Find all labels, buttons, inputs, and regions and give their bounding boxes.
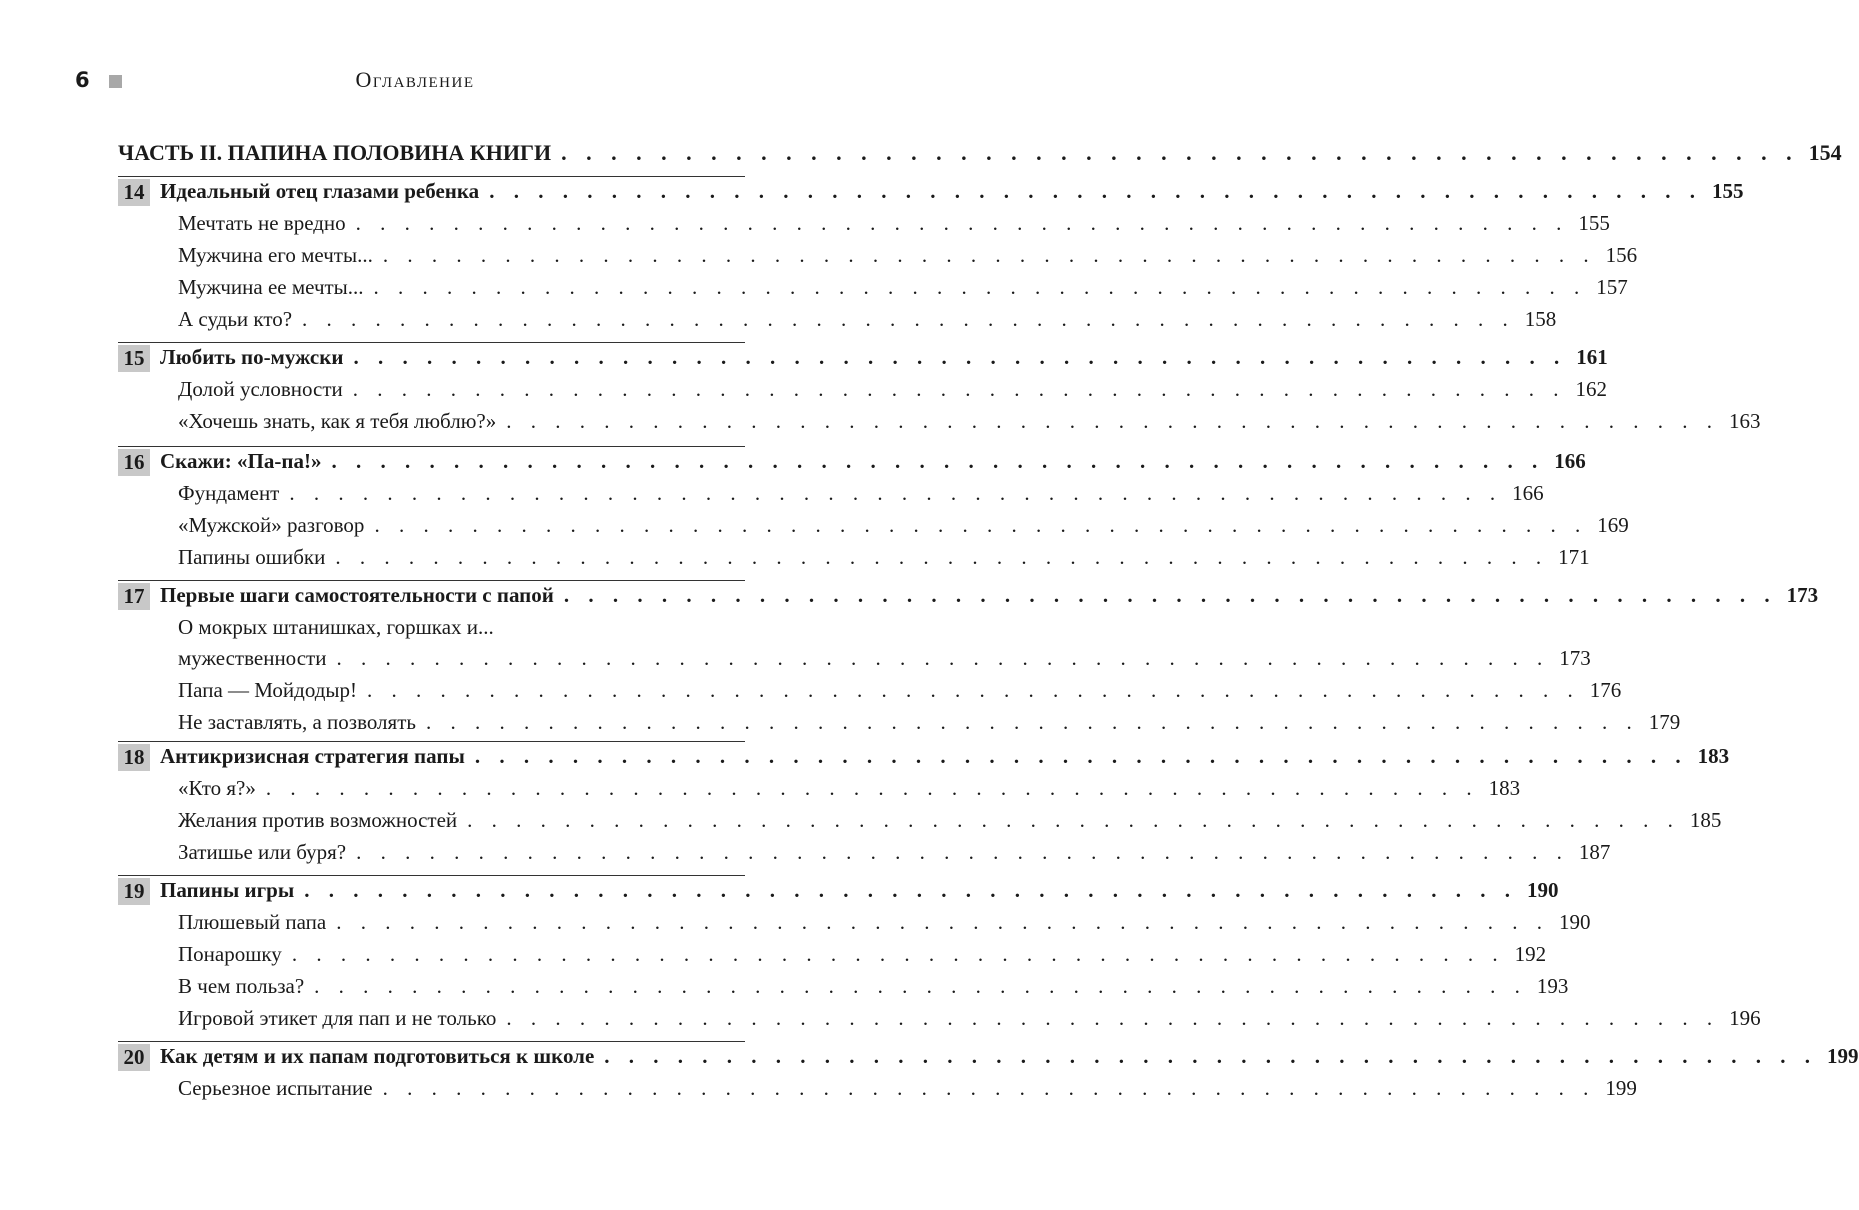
dot-leader: . . . . . . . . . . . . . . . . . . . . . . . . . . . . . . . . . . . . . . . . . . . . . . . . . . [563, 583, 1777, 607]
toc-section[interactable] [178, 678, 1622, 710]
toc-section[interactable] [178, 710, 1681, 742]
section-page: 155 [1578, 211, 1610, 235]
toc-part-entry[interactable] [118, 140, 1842, 172]
toc-section[interactable] [178, 910, 1591, 942]
toc-chapter-18 [118, 741, 1730, 872]
section-title: мужественности [178, 646, 327, 670]
dot-leader: . . . . . . . . . . . . . . . . . . . . . . . . . . . . . . . . . . . . . . . . . . . . . . . . . . [314, 974, 1527, 998]
section-page: 171 [1558, 545, 1590, 569]
section-title: Плюшевый папа [178, 910, 327, 934]
toc-chapter-19 [118, 875, 1761, 1038]
section-page: 193 [1536, 974, 1569, 998]
section-title: Не заставлять, а позволять [178, 710, 416, 734]
dot-leader: . . . . . . . . . . . . . . . . . . . . . . . . . . . . . . . . . . . . . . . . . . . . . . . . . . [506, 409, 1719, 433]
dot-leader: . . . . . . . . . . . . . . . . . . . . . . . . . . . . . . . . . . . . . . . . . . . . . . . . . . [474, 744, 1688, 768]
section-page: 157 [1596, 275, 1628, 299]
toc-section[interactable] [178, 307, 1557, 339]
dot-leader: . . . . . . . . . . . . . . . . . . . . . . . . . . . . . . . . . . . . . . . . . . . . . . . . . . [367, 678, 1580, 702]
chapter-page: 199 [1827, 1044, 1859, 1068]
section-page: 176 [1589, 678, 1622, 702]
dot-leader: . . . . . . . . . . . . . . . . . . . . . . . . . . . . . . . . . . . . . . . . . . . . . . . . . . [355, 211, 1569, 235]
chapter-number: 18 [118, 744, 150, 771]
part-page: 154 [1808, 140, 1842, 165]
chapter-title: Любить по-мужски [160, 345, 344, 369]
chapter-page: 190 [1526, 878, 1559, 902]
section-title: Серьезное испытание [178, 1076, 373, 1100]
chapter-title: Первые шаги самостоятельности с папой [160, 583, 554, 607]
dot-leader: . . . . . . . . . . . . . . . . . . . . . . . . . . . . . . . . . . . . . . . . . . . . . . . . . . [331, 449, 1545, 473]
dot-leader: . . . . . . . . . . . . . . . . . . . . . . . . . . . . . . . . . . . . . . . . . . . . . . . . . . [353, 345, 1567, 369]
chapter-page: 173 [1786, 583, 1819, 607]
dot-leader: . . . . . . . . . . . . . . . . . . . . . . . . . . . . . . . . . . . . . . . . . . . . . . . . . . [265, 776, 1479, 800]
chapter-page: 161 [1576, 345, 1608, 369]
toc-chapter-15 [118, 342, 1761, 441]
section-title: Папа — Мойдодыр! [178, 678, 358, 702]
section-title: Затишье или буря? [178, 840, 347, 864]
chapter-number: 15 [118, 345, 150, 372]
toc-section[interactable] [178, 275, 1628, 307]
toc-section[interactable] [178, 513, 1629, 545]
dot-leader: . . . . . . . . . . . . . . . . . . . . . . . . . . . . . . . . . . . . . . . . . . . . . . . . . . [335, 545, 1549, 569]
section-page: 179 [1648, 710, 1681, 734]
dot-leader: . . . . . . . . . . . . . . . . . . . . . . . . . . . . . . . . . . . . . . . . . . . . . . . . . . [467, 808, 1680, 832]
section-title: Мечтать не вредно [178, 211, 346, 235]
section-page: 166 [1512, 481, 1544, 505]
dot-leader: . . . . . . . . . . . . . . . . . . . . . . . . . . . . . . . . . . . . . . . . . . . . . . . . . . [425, 710, 1639, 734]
section-page: 156 [1605, 243, 1638, 267]
toc-chapter-16 [118, 446, 1629, 577]
chapter-title: Антикризисная стратегия папы [160, 744, 465, 768]
toc-section[interactable] [178, 974, 1569, 1006]
chapter-number: 17 [118, 583, 150, 610]
dot-leader: . . . . . . . . . . . . . . . . . . . . . . . . . . . . . . . . . . . . . . . . . . . . . . . . . . [373, 275, 1587, 299]
section-title: «Хочешь знать, как я тебя люблю?» [178, 409, 497, 433]
chapter-title: Идеальный отец глазами ребенка [160, 179, 480, 203]
dot-leader: . . . . . . . . . . . . . . . . . . . . . . . . . . . . . . . . . . . . . . . . . . . . . . . . . . [291, 942, 1505, 966]
chapter-heading[interactable] [118, 177, 1744, 211]
dot-leader: . . . . . . . . . . . . . . . . . . . . . . . . . . . . . . . . . . . . . . . . . . . . . . . . . . [336, 910, 1549, 934]
section-title: Игровой этикет для пап и не только [178, 1006, 497, 1030]
toc-chapter-14 [118, 176, 1744, 339]
toc-section[interactable] [178, 243, 1638, 275]
section-page: 185 [1689, 808, 1722, 832]
section-page: 183 [1488, 776, 1521, 800]
toc-chapter-20 [118, 1041, 1859, 1108]
dot-leader: . . . . . . . . . . . . . . . . . . . . . . . . . . . . . . . . . . . . . . . . . . . . . . . . . . [352, 377, 1566, 401]
toc-section[interactable] [178, 942, 1547, 974]
toc-chapter-17 [118, 580, 1819, 742]
dot-leader: . . . . . . . . . . . . . . . . . . . . . . . . . . . . . . . . . . . . . . . . . . . . . . . . . . [336, 646, 1550, 670]
dot-leader: . . . . . . . . . . . . . . . . . . . . . . . . . . . . . . . . . . . . . . . . . . . . . . . . . . [289, 481, 1503, 505]
dot-leader: . . . . . . . . . . . . . . . . . . . . . . . . . . . . . . . . . . . . . . . . . . . . . . . . . . [382, 1076, 1596, 1100]
dot-leader: . . . . . . . . . . . . . . . . . . . . . . . . . . . . . . . . . . . . . . . . . . . . . . . . . . [304, 878, 1517, 902]
toc-section[interactable] [178, 211, 1610, 243]
section-title: Папины ошибки [178, 545, 326, 569]
dot-leader: . . . . . . . . . . . . . . . . . . . . . . . . . . . . . . . . . . . . . . . . . . . . . . . . . . [356, 840, 1569, 864]
toc-section[interactable] [178, 776, 1521, 808]
section-title: Понарошку [178, 942, 282, 966]
chapter-heading[interactable] [118, 1042, 1859, 1076]
toc-section[interactable] [178, 840, 1611, 872]
chapter-title: Скажи: «Па-па!» [160, 449, 322, 473]
section-page: 158 [1524, 307, 1557, 331]
toc-section[interactable] [178, 545, 1590, 577]
section-title: Мужчина его мечты... [178, 243, 373, 267]
dot-leader: . . . . . . . . . . . . . . . . . . . . . . . . . . . . . . . . . . . . . . . . . . . . . . . . . . [489, 179, 1702, 203]
section-page: 190 [1558, 910, 1591, 934]
toc-section[interactable] [178, 481, 1544, 513]
dot-leader: . . . . . . . . . . . . . . . . . . . . . . . . . . . . . . . . . . . . . . . . . . . . . . . . . . [382, 243, 1596, 267]
part-title: ЧАСТЬ II. ПАПИНА ПОЛОВИНА КНИГИ [118, 140, 552, 165]
chapter-title: Как детям и их папам подготовиться к школе [160, 1044, 595, 1068]
section-page: 192 [1514, 942, 1547, 966]
section-title: Мужчина ее мечты... [178, 275, 364, 299]
toc-section[interactable] [178, 1006, 1761, 1038]
toc-section[interactable] [178, 615, 1591, 678]
chapter-number: 16 [118, 449, 150, 476]
toc-section[interactable] [178, 409, 1761, 441]
chapter-title: Папины игры [160, 878, 295, 902]
toc-section[interactable] [178, 808, 1722, 840]
running-title: Оглавление [355, 67, 475, 92]
section-page: 163 [1728, 409, 1761, 433]
section-page: 162 [1575, 377, 1607, 401]
section-title: Желания против возможностей [178, 808, 458, 832]
dot-leader: . . . . . . . . . . . . . . . . . . . . . . . . . . . . . . . . . . . . . . . . . . . . . . . . . . [374, 513, 1588, 537]
section-page: 173 [1559, 646, 1591, 670]
toc-section[interactable] [178, 1076, 1637, 1108]
chapter-heading[interactable] [118, 343, 1608, 377]
chapter-heading[interactable] [118, 447, 1586, 481]
section-title: Долой условности [178, 377, 343, 401]
chapter-page: 166 [1554, 449, 1586, 473]
section-page: 169 [1597, 513, 1629, 537]
section-page: 187 [1578, 840, 1611, 864]
section-title-line1: О мокрых штанишках, горшках и... [178, 615, 494, 639]
section-title: В чем польза? [178, 974, 305, 998]
section-title: «Кто я?» [178, 776, 256, 800]
chapter-page: 183 [1697, 744, 1730, 768]
dot-leader: . . . . . . . . . . . . . . . . . . . . . . . . . . . . . . . . . . . . . . . . . . . . . . . . . . [604, 1044, 1818, 1068]
chapter-number: 19 [118, 878, 150, 905]
chapter-heading[interactable] [118, 581, 1819, 615]
chapter-heading[interactable] [118, 742, 1730, 776]
chapter-heading[interactable] [118, 876, 1559, 910]
section-title: А судьи кто? [178, 307, 293, 331]
chapter-number: 20 [118, 1044, 150, 1071]
section-title: Фундамент [178, 481, 280, 505]
dot-leader: . . . . . . . . . . . . . . . . . . . . . . . . . . . . . . . . . . . . . . . . . . . . . . . . . . [302, 307, 1515, 331]
page-number: 6 [75, 68, 90, 92]
chapter-page: 155 [1711, 179, 1744, 203]
dot-leader: . . . . . . . . . . . . . . . . . . . . . . . . . . . . . . . . . . . . . . . . . . . . . . . . . . [506, 1006, 1720, 1030]
section-title: «Мужской» разговор [178, 513, 365, 537]
chapter-number: 14 [118, 179, 150, 206]
running-header [75, 66, 755, 102]
section-page: 199 [1605, 1076, 1637, 1100]
toc-section[interactable] [178, 377, 1607, 409]
dot-leader: . . . . . . . . . . . . . . . . . . . . . . . . . . . . . . . . . . . . . . . . . . . . . . . . . . [561, 140, 1799, 165]
section-page: 196 [1729, 1006, 1761, 1030]
